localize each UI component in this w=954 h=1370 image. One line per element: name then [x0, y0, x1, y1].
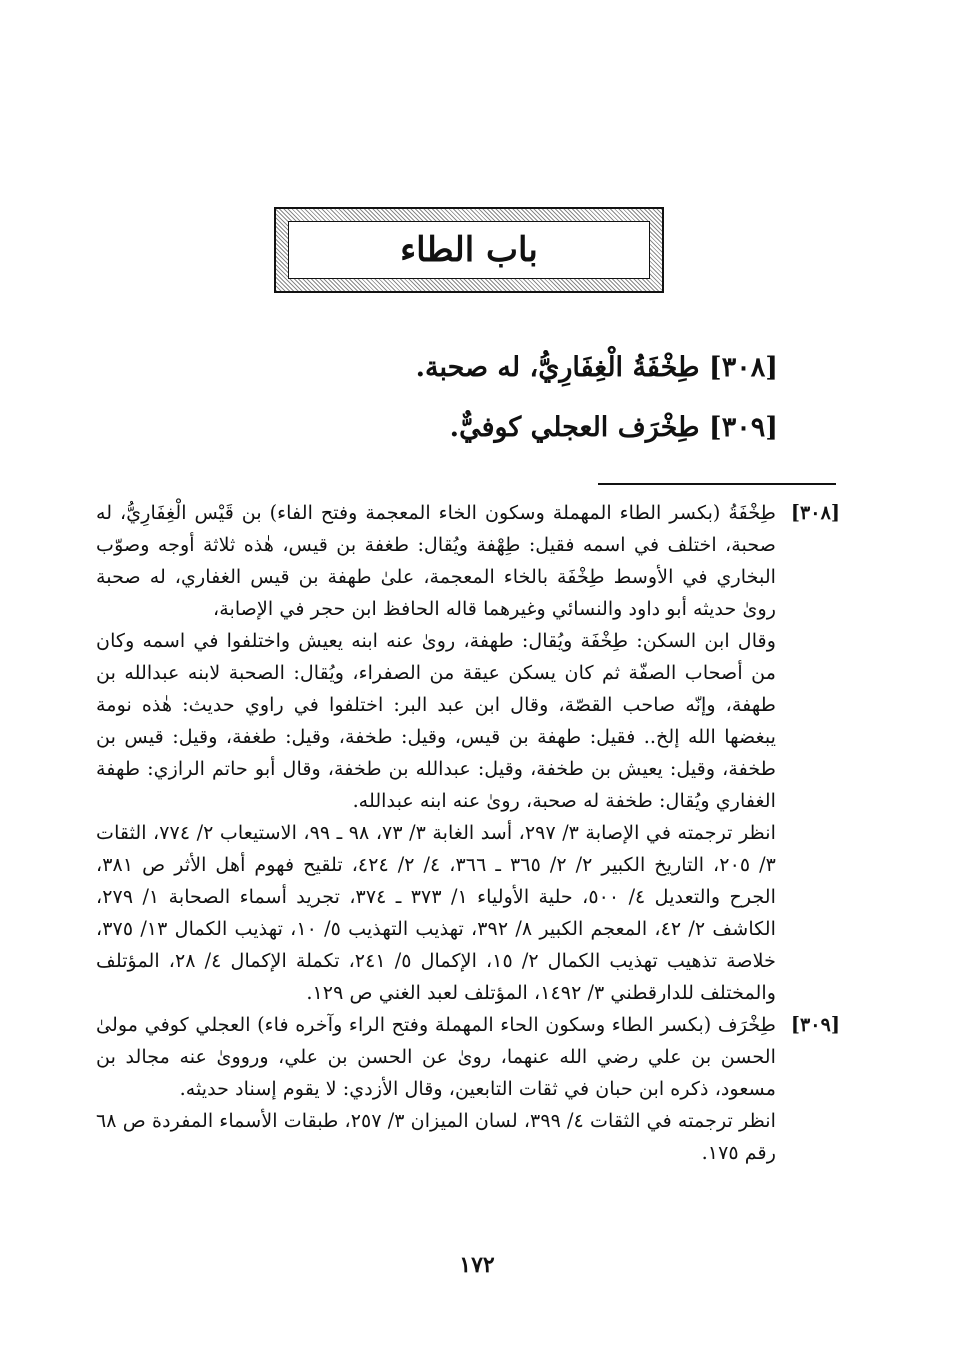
footnotes [96, 497, 840, 1169]
chapter-title: باب الطاء [400, 230, 538, 270]
chapter-title-panel [288, 221, 650, 279]
page-number: ١٧٢ [459, 1252, 495, 1278]
footnote-divider [598, 483, 836, 485]
entry-text: طِخْفَةُ الْغِفَارِيُّ، له صحبة. [415, 352, 700, 383]
footnote-body [96, 1009, 776, 1169]
footnote-paragraph: وقال ابن السكن: طِخْفَة ويُقال: طهفة، روىٰ عنه ابنه يعيش واختلفوا في اسمه وكان من أصحاب الصفّة ثم كان يسكن عيقة من الصفراء، ويُقال: الصحبة لابنه عبدالله بن طهفة، وإنّه صاحب القصّة، وقال ابن عبد البر: اختلفوا في راوي حديث: هٰذه نومة يبغضها الله إلخ.. فقيل: طهفة بن قيس، وقيل: طخفة، وقيل: طغفة، وقيل: قيس بن طخفة، وقيل: يعيش بن طخفة، وقيل: عبدالله بن طخفة، وقال أبو حاتم الرازي: طهفة الغفاري ويُقال: طخفة له صحبة، روىٰ عنه ابنه عبدالله. [96, 629, 776, 812]
footnote-number: [٣٠٩] [790, 1013, 840, 1036]
footnote-references: انظر ترجمته في الإصابة ٣/ ٢٩٧، أسد الغابة ٣/ ٧٣، ٩٨ ـ ٩٩، الاستيعاب ٢/ ٧٧٤، الثقات ٣/ ٢٠٥، التاريخ الكبير ٢/ ٢/ ٣٦٥ ـ ٣٦٦، ٤/ ٢/ ٤٢٤، تلقيح فهوم أهل الأثر ص ٣٨١، الجرح والتعديل ٤/ ٥٠٠، حلية الأولياء ١/ ٣٧٣ ـ ٣٧٤، تجريد أسماء الصحابة ١/ ٢٧٩، الكاشف ٢/ ٤٢، المعجم الكبير ٨/ ٣٩٢، تهذيب التهذيب ٥/ ١٠، تهذيب الكمال ١٣/ ٣٧٥، خلاصة تذهيب تهذيب الكمال ٢/ ١٥، الإكمال ٥/ ٢٤١، تكملة الإكمال ٤/ ٢٨، المؤتلف والمختلف للدارقطني ٣/ ١٤٩٢، المؤتلف لعبد الغني ص ١٢٩. [96, 821, 776, 1004]
entry-number: [٣٠٨] [708, 352, 778, 383]
entry-309 [450, 412, 778, 443]
chapter-title-frame [274, 207, 664, 293]
footnote-paragraph: طِخْفَةُ (بكسر الطاء المهملة وسكون الخاء المعجمة وفتح الفاء) بن قَيْس الْغِفَارِيُّ، له صحبة، اختلف في اسمه فقيل: طِهْفة ويُقال: طغفة بن قيس، هٰذه ثلاثة أوجه وصوّب البخاري في الأوسط طِخْفَة بالخاء المعجمة، علىٰ طهفة بن قيس الغفاري، له صحبة روىٰ حديثه أبو داود والنسائي وغيرهما قاله الحافظ ابن حجر في الإصابة، [96, 501, 776, 620]
entry-308 [416, 352, 778, 383]
footnote-references: انظر ترجمته في الثقات ٤/ ٣٩٩، لسان الميزان ٣/ ٢٥٧، طبقات الأسماء المفردة ص ٦٨ رقم ١٧٥. [96, 1109, 776, 1164]
entry-text: طِخْرَف العجلي كوفيٌّ. [449, 412, 700, 443]
entry-number: [٣٠٩] [708, 412, 778, 443]
footnote-paragraph: طِخْرَف (بكسر الطاء وسكون الحاء المهملة وفتح الراء وآخره فاء) العجلي كوفي مولىٰ الحسن بن علي رضي الله عنهما، روىٰ عن الحسن بن علي، ورووىٰ عنه مجالد بن مسعود، ذكره ابن حبان في ثقات التابعين، وقال الأزدي: لا يقوم إسناد حديثه. [96, 1013, 776, 1100]
footnote-number: [٣٠٨] [790, 501, 840, 524]
footnote-309 [96, 1009, 840, 1169]
footnote-body [96, 497, 776, 1009]
footnote-308 [96, 497, 840, 1009]
